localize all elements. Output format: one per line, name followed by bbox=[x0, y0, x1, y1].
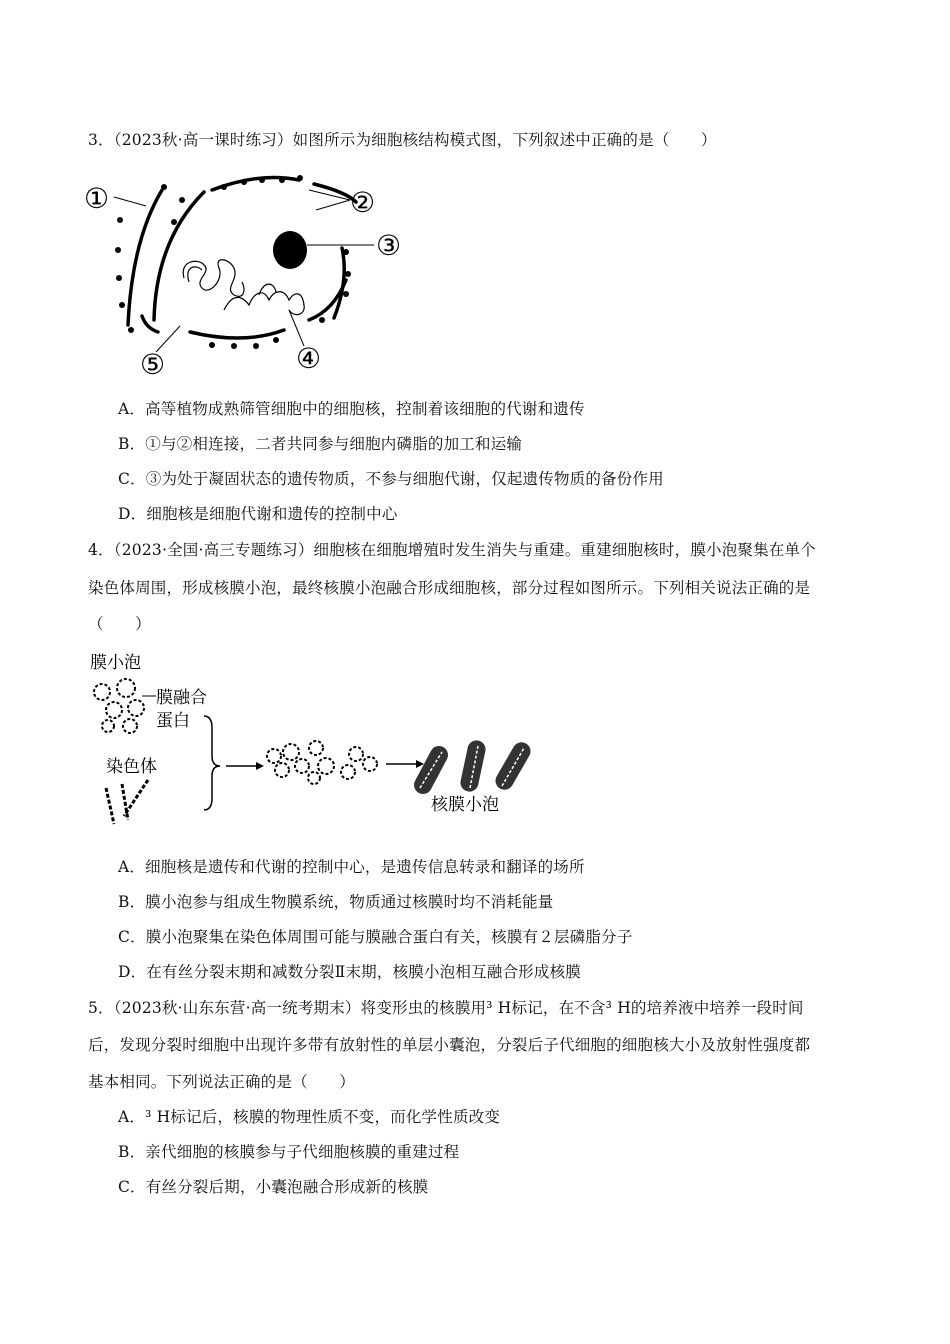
q3-stem: 3．（2023秋·高一课时练习）如图所示为细胞核结构模式图，下列叙述中正确的是（ ） bbox=[88, 131, 717, 149]
q4-option-c: C．膜小泡聚集在染色体周围可能与膜融合蛋白有关，核膜有２层磷脂分子 bbox=[118, 928, 633, 946]
q3-option-d: D．细胞核是细胞代谢和遗传的控制中心 bbox=[118, 505, 398, 523]
q3-option-c: C．③为处于凝固状态的遗传物质，不参与细胞代谢，仅起遗传物质的备份作用 bbox=[118, 470, 664, 488]
clustered-vesicles bbox=[267, 741, 377, 784]
q4-option-a: A．细胞核是遗传和代谢的控制中心，是遗传信息转录和翻译的场所 bbox=[118, 858, 585, 876]
q5-stem-line-3: 基本相同。下列说法正确的是（ ） bbox=[88, 1073, 355, 1091]
q5-stem-line-2: 后，发现分裂时细胞中出现许多带有放射性的单层小囊泡，分裂后子代细胞的细胞核大小及放射性强度都 bbox=[88, 1036, 811, 1054]
q5-stem-line-1: 5．（2023秋·山东东营·高一统考期末）将变形虫的核膜用³ H标记，在不含³ H的培养液中培养一段时间 bbox=[88, 999, 804, 1017]
vesicle-cluster bbox=[94, 679, 144, 733]
q4-stem-line-3: （ ） bbox=[88, 615, 151, 633]
label-chromosome: 染色体 bbox=[106, 757, 157, 777]
label-3: ③ bbox=[376, 229, 402, 262]
nuclear-reconstruction-diagram bbox=[86, 648, 546, 833]
label-5: ⑤ bbox=[140, 348, 166, 381]
q5-option-b: B．亲代细胞的核膜参与子代细胞核膜的重建过程 bbox=[118, 1143, 460, 1161]
q4-option-b: B．膜小泡参与组成生物膜系统，物质通过核膜时均不消耗能量 bbox=[118, 893, 554, 911]
ribosome-dots bbox=[115, 175, 351, 349]
label-2: ② bbox=[350, 186, 376, 219]
nuclear-vesicles bbox=[411, 739, 534, 797]
q4-stem-line-1: 4．（2023·全国·高三专题练习）细胞核在细胞增殖时发生消失与重建。重建细胞核时，膜小泡聚集在单个 bbox=[88, 541, 816, 559]
nucleolus bbox=[273, 231, 307, 269]
label-fusion-protein-1: 膜融合 bbox=[156, 688, 207, 708]
q4-option-d: D．在有丝分裂末期和减数分裂Ⅱ末期，核膜小泡相互融合形成核膜 bbox=[118, 963, 581, 981]
label-1: ① bbox=[84, 182, 110, 215]
q4-stem-line-2: 染色体周围，形成核膜小泡，最终核膜小泡融合形成细胞核，部分过程如图所示。下列相关说法正确的是 bbox=[88, 579, 811, 597]
q5-option-c: C．有丝分裂后期，小囊泡融合形成新的核膜 bbox=[118, 1178, 429, 1196]
q3-option-b: B．①与②相连接，二者共同参与细胞内磷脂的加工和运输 bbox=[118, 435, 523, 453]
label-fusion-protein-2: 蛋白 bbox=[156, 711, 190, 731]
chromosome-pair bbox=[106, 780, 148, 824]
label-vesicle: 膜小泡 bbox=[90, 653, 141, 673]
label-nuclear-vesicle: 核膜小泡 bbox=[431, 795, 499, 815]
q3-option-a: A．高等植物成熟筛管细胞中的细胞核，控制着该细胞的代谢和遗传 bbox=[118, 400, 585, 418]
nucleus-structure-diagram bbox=[84, 170, 434, 385]
q5-option-a: A．³ H标记后，核膜的物理性质不变，而化学性质改变 bbox=[118, 1108, 501, 1126]
label-4: ④ bbox=[296, 342, 322, 375]
